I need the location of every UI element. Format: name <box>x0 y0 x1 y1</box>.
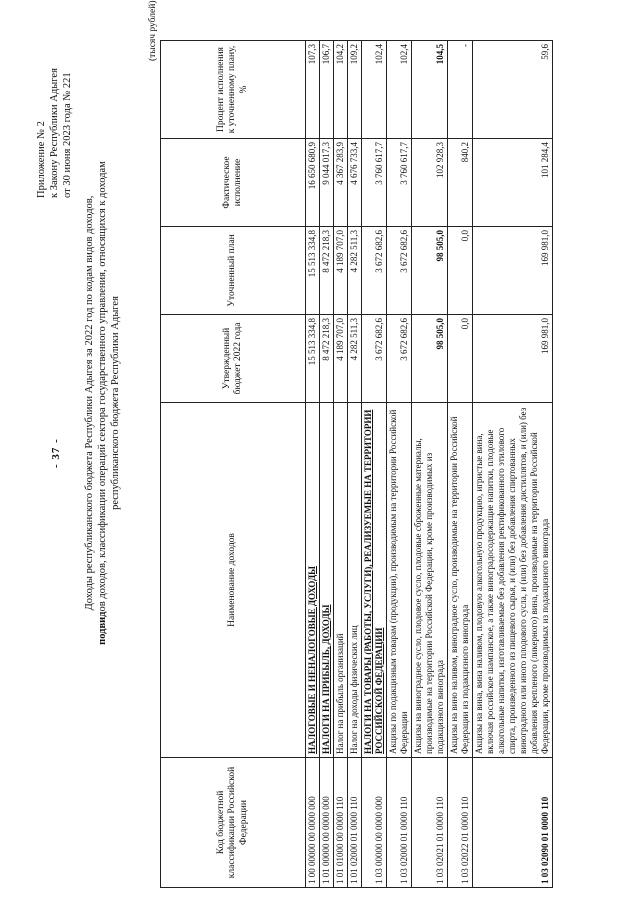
row-revised: 4 282 511,3 <box>348 227 362 315</box>
heading-line-2-rest: ов доходов, классификации операций сектора государственного управления, относящихся к доходам <box>97 161 108 612</box>
table-row <box>448 41 473 888</box>
row-name: Акцизы на вино наливом, виноградное сусло, производимые на территории Российской Федерации из подакцизного винограда <box>448 403 473 758</box>
row-actual: 9 044 017,3 <box>320 139 334 227</box>
row-code: 1 01 01000 00 0000 110 <box>334 758 348 888</box>
table-row <box>387 41 412 888</box>
header-actual: Фактическое исполнение <box>161 139 306 227</box>
page-number: - 37 - <box>50 438 62 468</box>
row-approved: 15 513 334,8 <box>306 315 320 403</box>
table-row <box>362 41 387 888</box>
row-approved: 4 282 511,3 <box>348 315 362 403</box>
document-heading <box>83 43 122 763</box>
row-percent: 109,2 <box>348 41 362 139</box>
row-percent: 107,3 <box>306 41 320 139</box>
row-name: Акцизы на вина, вина наливом, плодовую алкогольную продукцию, игристые вина, включая российское шампанское, а также виноградосодержащие напитки, плодовые алкогольные напитки, изготавливаемые без добавления ректификованного этилового спирта, произведенного из пищевого сырья, и (или) без добавления спиртованных виноградного или иного плодового сусла, и (или) без добавления дистиллятов, и (или) без добавления крепленого (ликерного) вина, производимые на территории Российской Федерации, кроме производимых из подакцизного винограда <box>473 403 553 758</box>
heading-line-1: Доходы республиканского бюджета Республики Адыгея за 2022 год по кодам видов доходов, <box>84 195 95 611</box>
row-name: Налог на доходы физических лиц <box>348 403 362 758</box>
row-code: 1 03 02021 01 0000 110 <box>412 758 448 888</box>
row-code: 1 03 02000 01 0000 110 <box>387 758 412 888</box>
row-actual: 4 676 733,4 <box>348 139 362 227</box>
row-code: 1 03 02022 01 0000 110 <box>448 758 473 888</box>
appendix-line-2: к Закону Республики Адыгея <box>49 68 60 198</box>
table-header-row <box>161 41 306 888</box>
row-code: 1 01 02000 01 0000 110 <box>348 758 362 888</box>
row-approved: 3 672 682,6 <box>387 315 412 403</box>
table-row <box>306 41 320 888</box>
table-row <box>473 41 553 888</box>
table-row <box>320 41 334 888</box>
row-revised: 15 513 334,8 <box>306 227 320 315</box>
row-revised: 0,0 <box>448 227 473 315</box>
row-actual: 3 760 617,7 <box>387 139 412 227</box>
row-percent: - <box>448 41 473 139</box>
row-approved: 3 672 682,6 <box>362 315 387 403</box>
header-name: Наименование доходов <box>161 403 306 758</box>
header-approved: Утвержденный бюджет 2022 года <box>161 315 306 403</box>
row-name: Акцизы по подакцизным товарам (продукции), производимым на территории Российской Федерации <box>387 403 412 758</box>
header-percent: Процент исполнения к уточненному плану, % <box>161 41 306 139</box>
row-percent: 59,6 <box>473 41 553 139</box>
row-name: НАЛОГОВЫЕ И НЕНАЛОГОВЫЕ ДОХОДЫ <box>306 403 320 758</box>
row-code: 1 03 02090 01 0000 110 <box>473 758 553 888</box>
header-code: Код бюджетной классификации Российской Федерации <box>161 758 306 888</box>
row-revised: 169 981,0 <box>473 227 553 315</box>
heading-line-3: республиканского бюджета Республики Адыгея <box>110 296 121 510</box>
table-row <box>412 41 448 888</box>
row-approved: 0,0 <box>448 315 473 403</box>
heading-line-2-bold: подвид <box>97 611 108 645</box>
row-code: 1 00 00000 00 0000 000 <box>306 758 320 888</box>
row-actual: 16 650 680,9 <box>306 139 320 227</box>
row-code: 1 01 00000 00 0000 000 <box>320 758 334 888</box>
table-row <box>348 41 362 888</box>
appendix-line-3: от 30 июня 2023 года № 221 <box>62 72 73 198</box>
row-name: НАЛОГИ НА ТОВАРЫ (РАБОТЫ, УСЛУГИ), РЕАЛИЗУЕМЫЕ НА ТЕРРИТОРИИ РОССИЙСКОЙ ФЕДЕРАЦИИ <box>362 403 387 758</box>
row-actual: 840,2 <box>448 139 473 227</box>
row-revised: 8 472 218,3 <box>320 227 334 315</box>
heading-line-2 <box>96 43 109 763</box>
row-percent: 106,7 <box>320 41 334 139</box>
row-name: НАЛОГИ НА ПРИБЫЛЬ, ДОХОДЫ <box>320 403 334 758</box>
row-code: 1 03 00000 00 0000 000 <box>362 758 387 888</box>
row-percent: 102,4 <box>362 41 387 139</box>
row-approved: 4 189 707,0 <box>334 315 348 403</box>
row-actual: 4 367 283,9 <box>334 139 348 227</box>
units-label: (тысяч рублей) <box>148 0 158 61</box>
row-revised: 4 189 707,0 <box>334 227 348 315</box>
row-approved: 169 981,0 <box>473 315 553 403</box>
row-actual: 3 760 617,7 <box>362 139 387 227</box>
row-approved: 8 472 218,3 <box>320 315 334 403</box>
row-name: Акцизы на виноградное сусло, плодовое сусло, плодовые сброженные материалы, производимые на территории Российской Федерации, кроме производимых из подакцизного винограда <box>412 403 448 758</box>
row-actual: 101 284,4 <box>473 139 553 227</box>
row-percent: 102,4 <box>387 41 412 139</box>
row-percent: 104,2 <box>334 41 348 139</box>
row-actual: 102 928,3 <box>412 139 448 227</box>
budget-table <box>160 40 553 888</box>
table-row <box>334 41 348 888</box>
row-percent: 104,5 <box>412 41 448 139</box>
appendix-line-1: Приложение № 2 <box>36 121 47 198</box>
row-revised: 3 672 682,6 <box>387 227 412 315</box>
row-approved: 98 505,0 <box>412 315 448 403</box>
header-revised: Уточненный план <box>161 227 306 315</box>
row-revised: 3 672 682,6 <box>362 227 387 315</box>
appendix-block <box>35 68 74 198</box>
row-name: Налог на прибыль организаций <box>334 403 348 758</box>
row-revised: 98 505,0 <box>412 227 448 315</box>
